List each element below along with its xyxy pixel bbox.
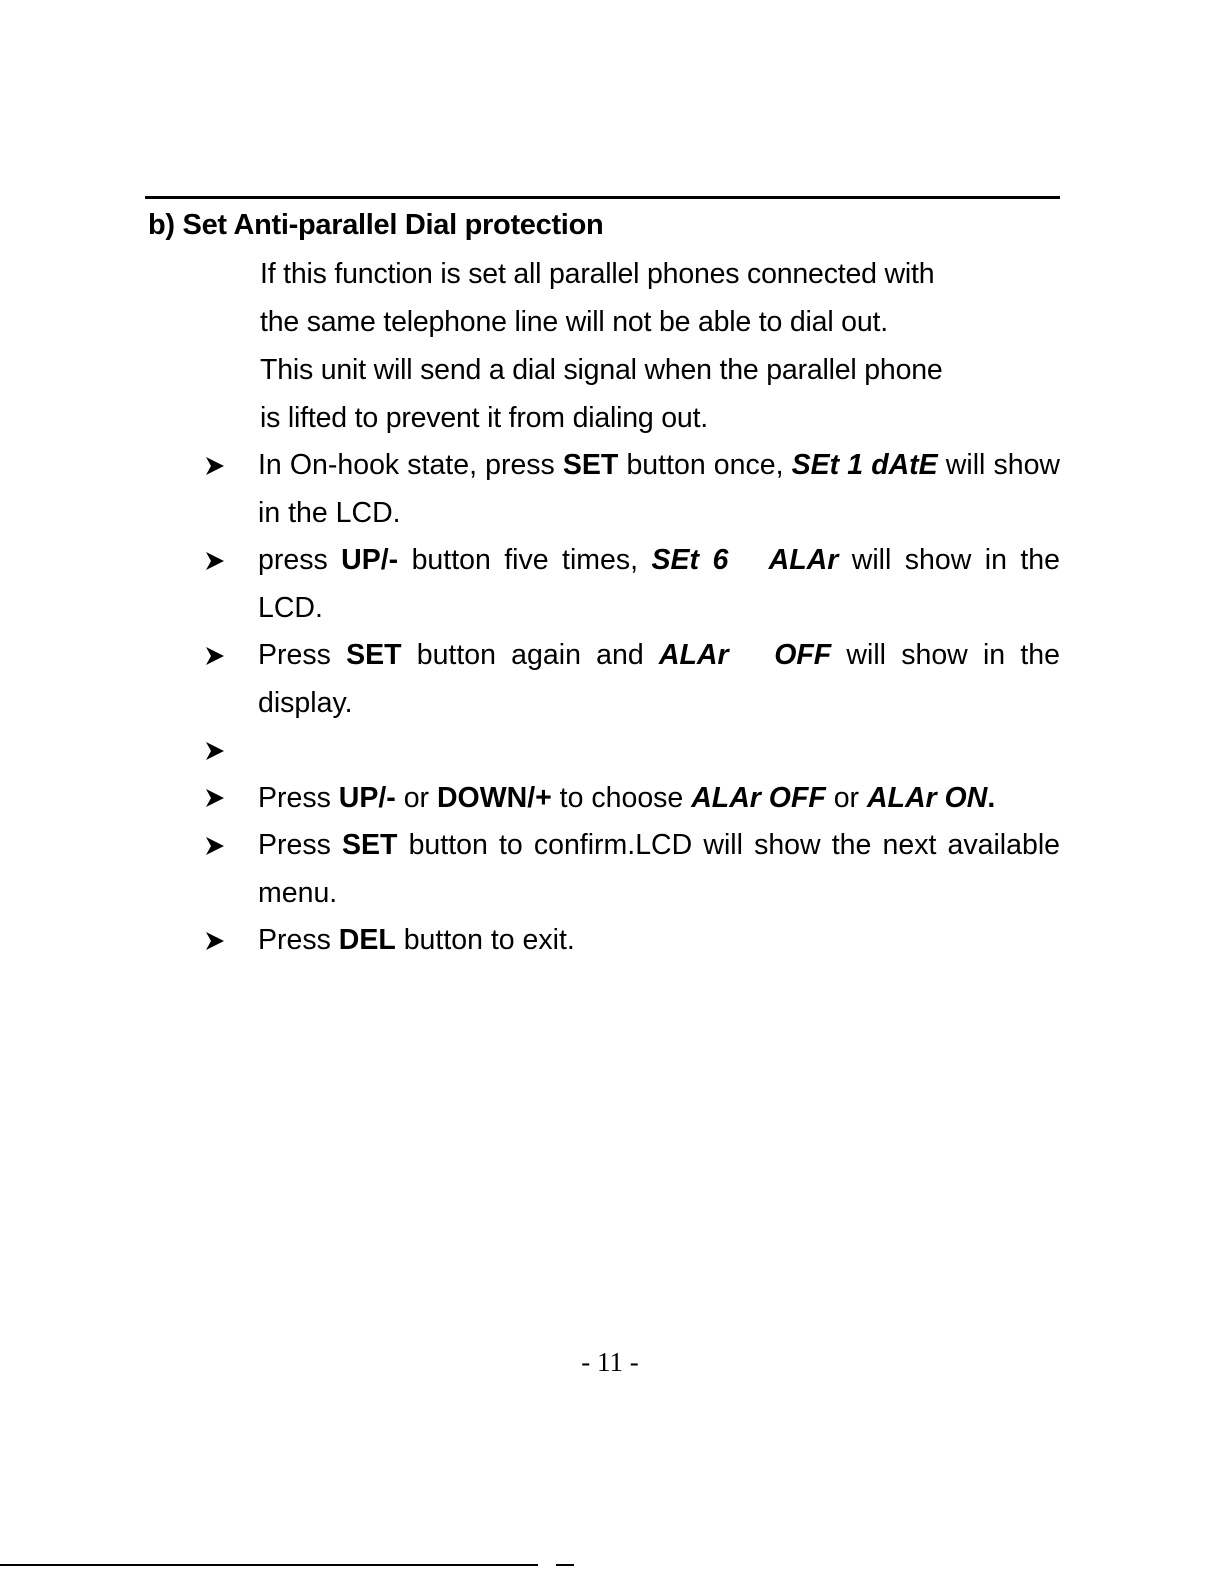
instruction-list bbox=[200, 442, 1060, 965]
arrowhead-bullet-icon bbox=[200, 442, 230, 490]
step-onhook-set: In On-hook state, press SET button once, SEt 1 dAtE will show in the LCD. bbox=[200, 442, 1060, 537]
arrowhead-bullet-icon bbox=[200, 727, 230, 775]
arrowhead-bullet-icon bbox=[200, 775, 230, 823]
intro-line: If this function is set all parallel phones connected with bbox=[260, 258, 935, 290]
intro-line: This unit will send a dial signal when the parallel phone bbox=[260, 354, 943, 386]
arrowhead-bullet-icon bbox=[200, 537, 230, 585]
key-down: DOWN/+ bbox=[436, 781, 552, 814]
step-press-set-again: Press SET button again and ALAr OFF will show in the display. bbox=[200, 632, 1060, 727]
intro-line: the same telephone line will not be able to dial out. bbox=[260, 306, 888, 338]
intro-line: is lifted to prevent it from dialing out. bbox=[260, 402, 709, 434]
bottom-mark bbox=[556, 1564, 574, 1566]
key-del: DEL bbox=[338, 924, 396, 956]
step-empty bbox=[200, 727, 1060, 775]
lcd-text: SEt 6 ALAr bbox=[651, 544, 839, 576]
bottom-divider bbox=[0, 1564, 538, 1566]
lcd-text: SEt 1 dAtE bbox=[791, 449, 938, 481]
arrowhead-bullet-icon bbox=[200, 822, 230, 870]
arrowhead-bullet-icon bbox=[200, 632, 230, 680]
section-heading: b) Set Anti-parallel Dial protection bbox=[148, 209, 604, 241]
arrowhead-bullet-icon bbox=[200, 917, 230, 965]
intro-paragraph bbox=[260, 250, 1060, 442]
lcd-text: ALAr OFF bbox=[658, 639, 832, 671]
top-divider bbox=[145, 196, 1060, 199]
key-set: SET bbox=[346, 639, 402, 671]
step-press-up: press UP/- button five times, SEt 6 ALAr will show in the LCD. bbox=[200, 537, 1060, 632]
key-set: SET bbox=[342, 829, 398, 861]
step-choose-alarm: Press UP/- or DOWN/+ to choose ALAr OFF or ALAr ON. bbox=[200, 775, 1060, 823]
step-confirm: Press SET button to confirm.LCD will show the next available menu. bbox=[200, 822, 1060, 917]
key-up: UP/- bbox=[341, 544, 399, 576]
key-set: SET bbox=[562, 449, 619, 481]
key-up: UP/- bbox=[338, 781, 396, 814]
lcd-text: ALAr ON bbox=[866, 781, 988, 814]
page-number: - 11 - bbox=[581, 1347, 639, 1377]
step-exit: Press DEL button to exit. bbox=[200, 917, 1060, 965]
lcd-text: ALAr OFF bbox=[691, 781, 826, 814]
